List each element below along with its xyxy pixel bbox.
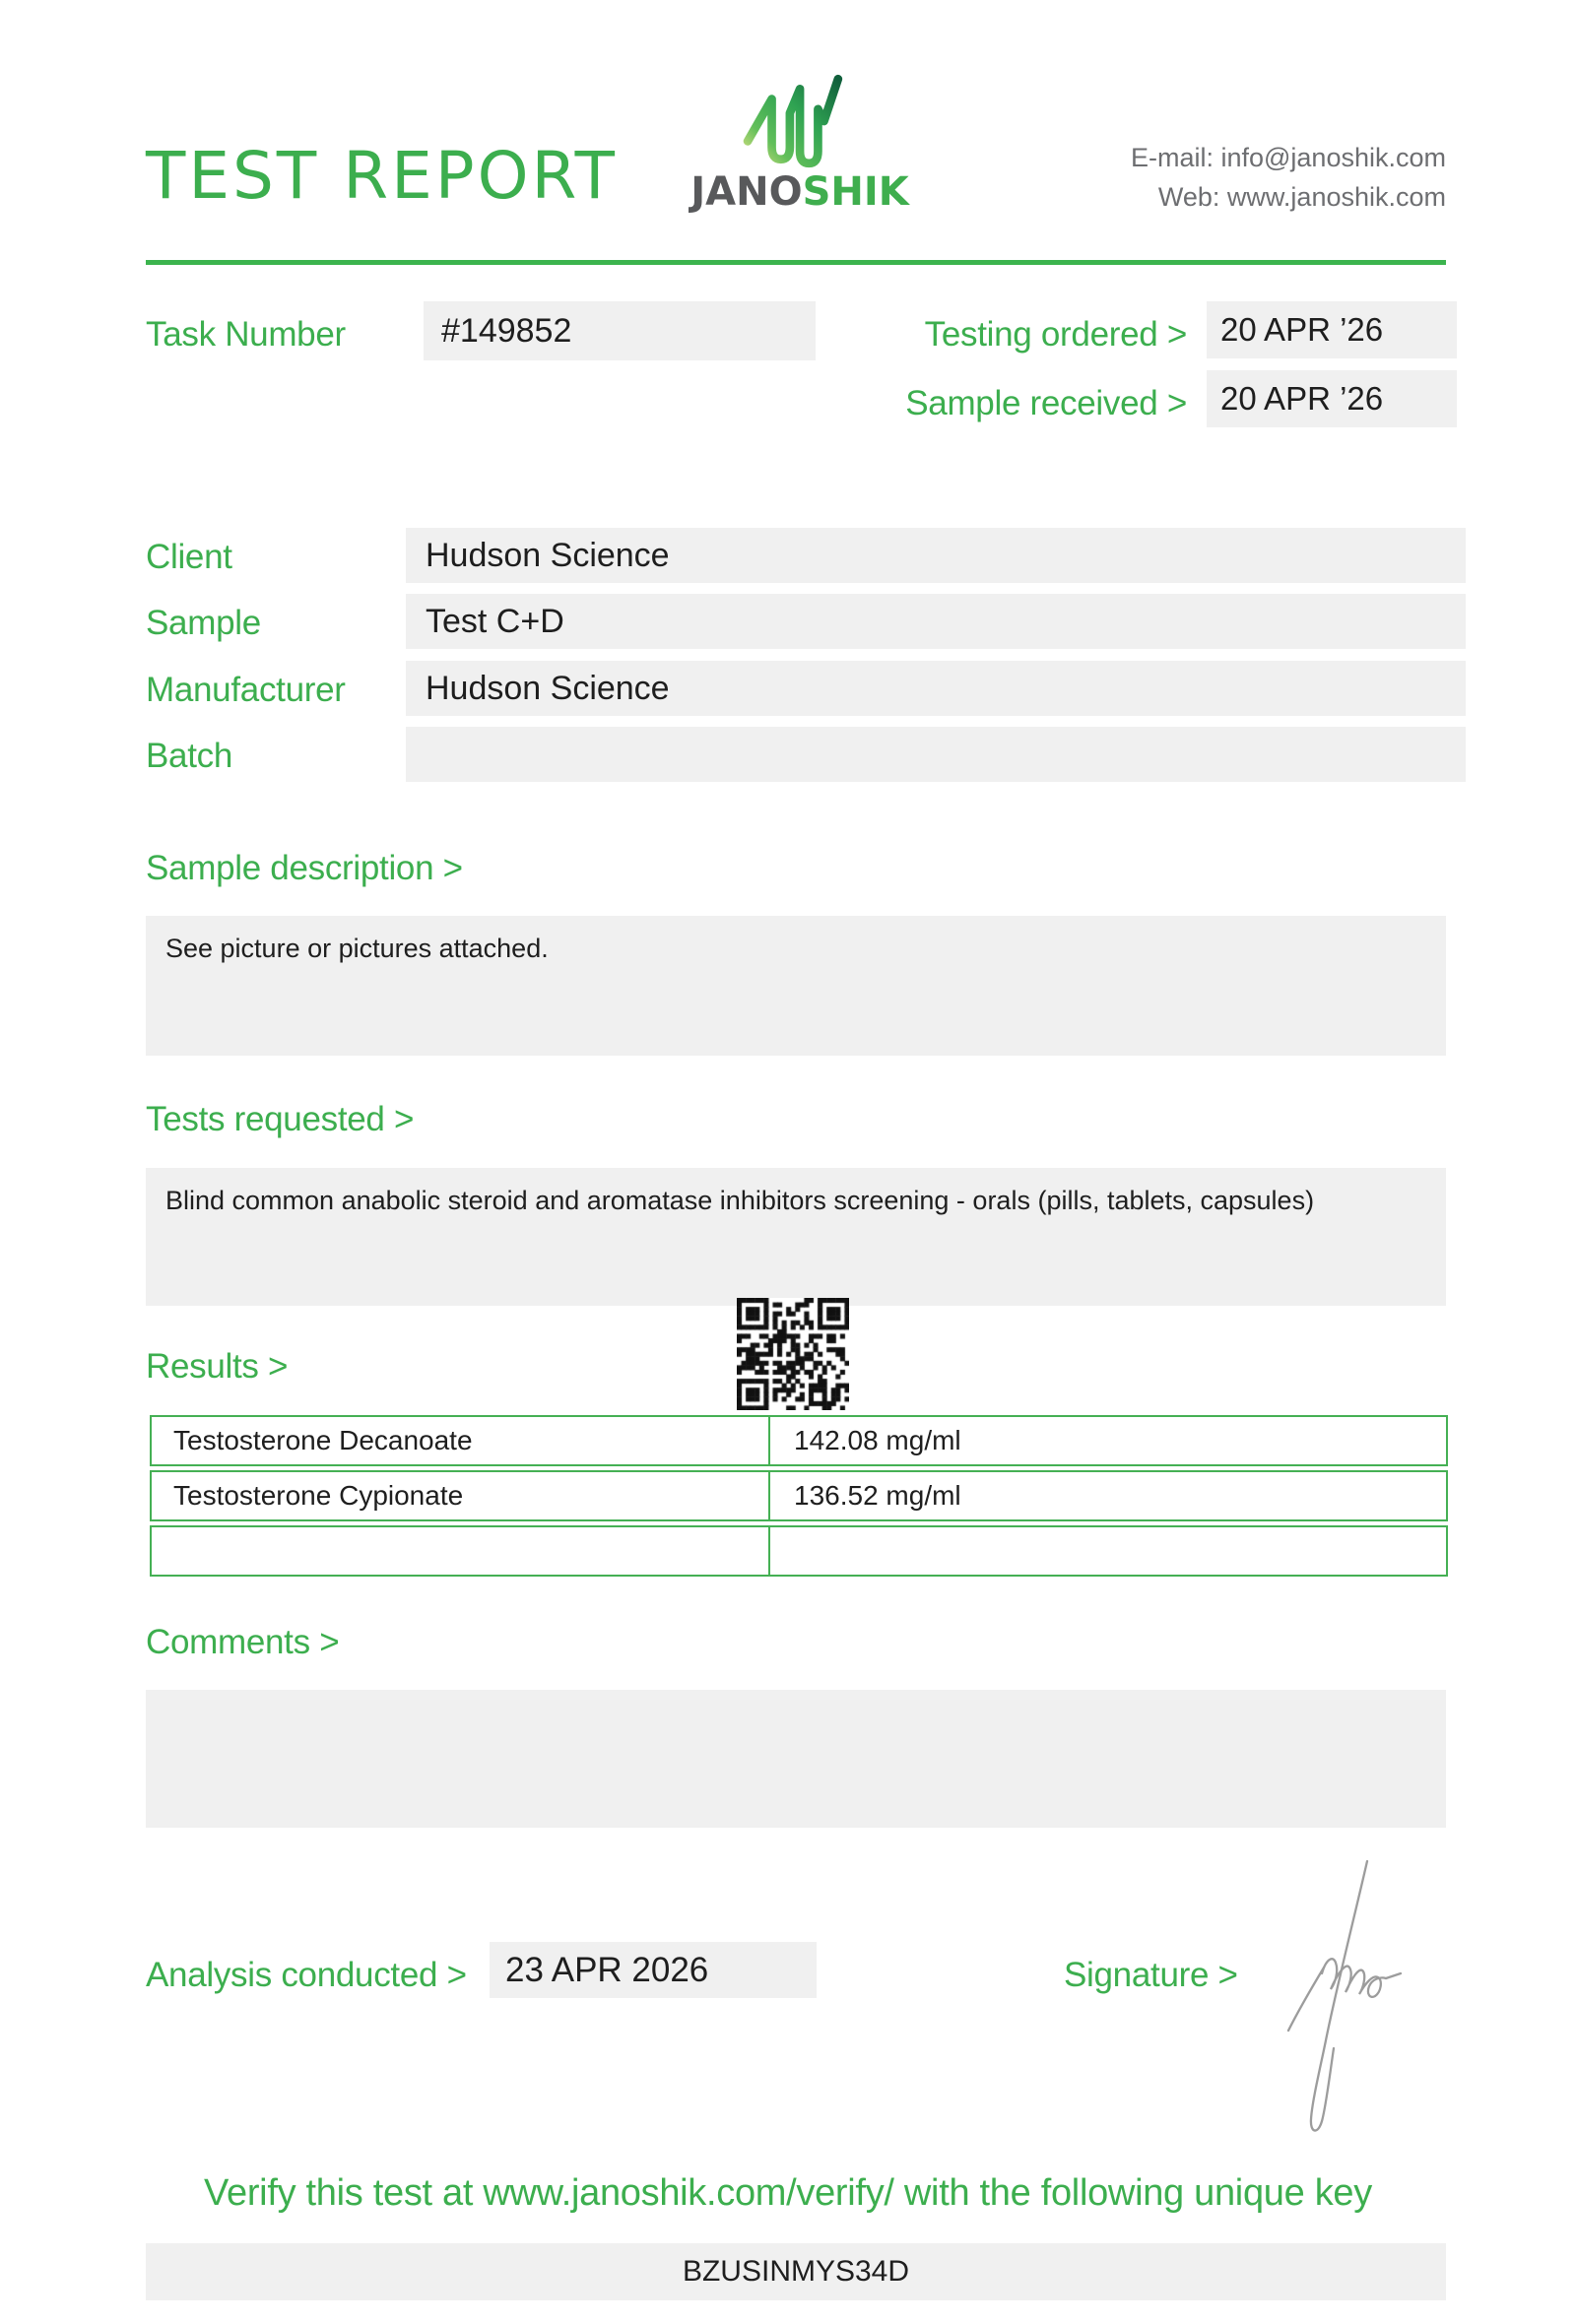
results-heading: Results > <box>146 1347 289 1386</box>
qr-code <box>737 1298 849 1410</box>
sample-description-box <box>146 916 1446 1056</box>
analysis-date-value: 23 APR 2026 <box>490 1942 817 1998</box>
sample-value: Test C+D <box>406 594 1466 649</box>
testing-ordered-label: Testing ordered > <box>924 315 1187 354</box>
result-name: Testosterone Cypionate <box>152 1472 770 1519</box>
sample-label: Sample <box>146 604 261 642</box>
verify-instruction: Verify this test at www.janoshik.com/verify/ with the following unique key <box>204 2172 1372 2214</box>
signature-image <box>1279 1853 1426 2144</box>
page-title: TEST REPORT <box>146 138 618 214</box>
wordmark-shik: SHIK <box>802 169 909 215</box>
janoshik-logo-icon <box>739 69 853 171</box>
tests-requested-box <box>146 1168 1446 1306</box>
batch-label: Batch <box>146 737 232 775</box>
wordmark-jano: JANO <box>690 169 803 215</box>
testing-ordered-value: 20 APR ’26 <box>1207 301 1457 358</box>
result-value: 142.08 mg/ml <box>794 1425 961 1455</box>
tests-requested-text: Blind common anabolic steroid and aromatase inhibitors screening - orals (pills, tablets, capsules) <box>165 1186 1315 1215</box>
analysis-conducted-label: Analysis conducted > <box>146 1956 467 1994</box>
table-row <box>150 1415 1448 1466</box>
task-number-label: Task Number <box>146 315 346 354</box>
result-value: 136.52 mg/ml <box>794 1480 961 1511</box>
comments-heading: Comments > <box>146 1623 340 1661</box>
comments-box <box>146 1690 1446 1828</box>
janoshik-wordmark <box>680 169 920 215</box>
signature-label: Signature > <box>1064 1956 1238 1994</box>
header-divider <box>146 260 1446 265</box>
client-value: Hudson Science <box>406 528 1466 583</box>
sample-description-heading: Sample description > <box>146 849 463 887</box>
results-table <box>150 1415 1448 1577</box>
manufacturer-value: Hudson Science <box>406 661 1466 716</box>
task-number-value: #149852 <box>424 301 816 360</box>
sample-received-value: 20 APR ’26 <box>1207 370 1457 427</box>
tests-requested-heading: Tests requested > <box>146 1100 415 1138</box>
sample-description-text: See picture or pictures attached. <box>165 934 549 963</box>
manufacturer-label: Manufacturer <box>146 671 346 709</box>
verify-key: BZUSINMYS34D <box>146 2243 1446 2300</box>
result-name <box>152 1527 770 1575</box>
contact-block <box>1131 138 1446 217</box>
contact-email: E-mail: info@janoshik.com <box>1130 143 1446 172</box>
result-name: Testosterone Decanoate <box>152 1417 770 1464</box>
table-row <box>150 1525 1448 1577</box>
result-value <box>770 1527 1446 1575</box>
batch-value <box>406 727 1466 782</box>
client-label: Client <box>146 538 232 576</box>
contact-web: Web: www.janoshik.com <box>1157 182 1446 212</box>
table-row <box>150 1470 1448 1521</box>
sample-received-label: Sample received > <box>905 384 1187 422</box>
